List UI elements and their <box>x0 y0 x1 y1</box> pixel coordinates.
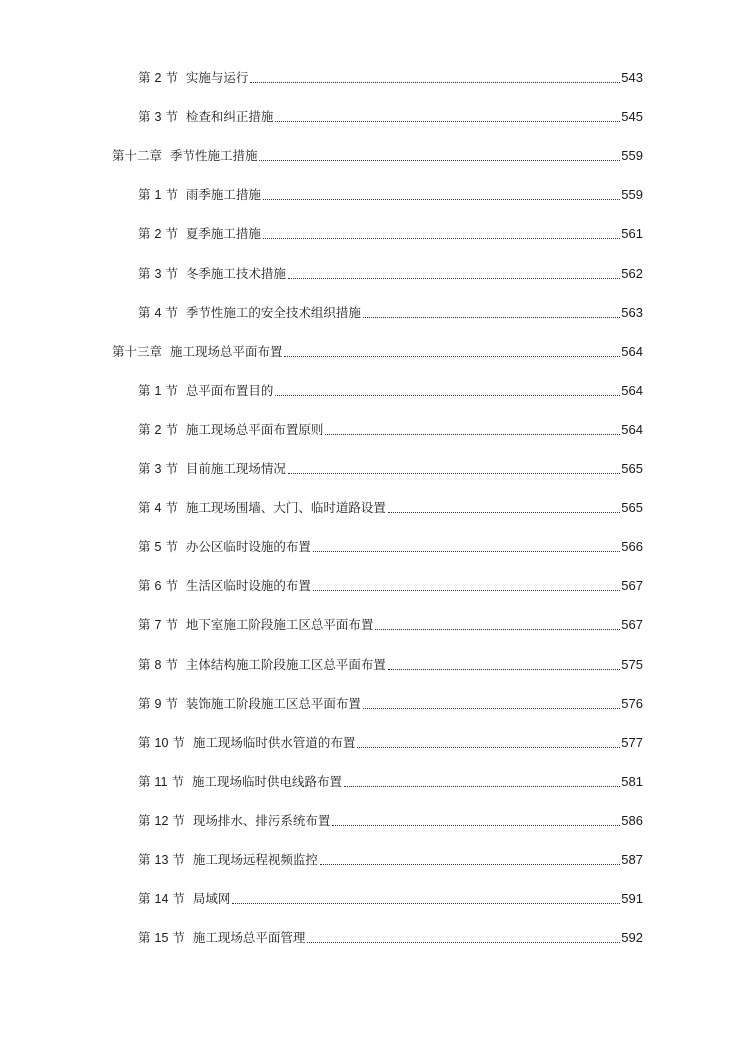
section-number: 4 <box>154 501 162 516</box>
section-suffix: 节 <box>165 187 178 203</box>
toc-section-entry[interactable] <box>138 224 643 244</box>
page-number: 559 <box>621 148 643 164</box>
section-number: 11 <box>154 774 168 789</box>
section-prefix: 第 <box>138 187 151 203</box>
section-prefix: 第 <box>138 304 151 320</box>
section-suffix: 节 <box>165 304 178 320</box>
section-prefix: 第 <box>138 656 151 672</box>
section-suffix: 节 <box>172 930 185 946</box>
dot-leader <box>344 786 620 787</box>
section-number: 7 <box>154 618 162 633</box>
section-number: 2 <box>154 71 162 85</box>
section-suffix: 节 <box>165 382 178 398</box>
toc-section-entry[interactable] <box>138 498 643 518</box>
chapter-label: 第十二章 <box>112 148 163 164</box>
dot-leader <box>320 864 620 865</box>
toc-section-entry[interactable] <box>138 615 643 635</box>
section-number: 14 <box>154 892 169 907</box>
entry-title-text: 施工现场围墙、大门、临时道路设置 <box>185 500 386 516</box>
toc-section-entry[interactable] <box>138 576 643 596</box>
entry-title-text: 雨季施工措施 <box>185 187 261 203</box>
page-number: 565 <box>621 500 643 516</box>
dot-leader <box>388 512 620 513</box>
section-suffix: 节 <box>165 461 178 476</box>
toc-section-entry[interactable] <box>138 185 643 205</box>
page-number: 561 <box>621 226 643 242</box>
entry-title-text: 局域网 <box>192 891 231 907</box>
entry-title-text: 施工现场远程视频监控 <box>192 852 318 867</box>
section-prefix: 第 <box>138 382 151 398</box>
section-prefix: 第 <box>138 930 151 946</box>
entry-title-text: 总平面布置目的 <box>185 382 274 398</box>
section-suffix: 节 <box>165 500 178 516</box>
toc-entry-title <box>138 811 330 831</box>
section-prefix: 第 <box>138 421 151 437</box>
section-prefix: 第 <box>138 773 151 789</box>
toc-entry-title <box>138 224 261 244</box>
section-number: 6 <box>154 579 162 594</box>
section-number: 8 <box>154 657 162 672</box>
entry-title-text: 施工现场总平面管理 <box>192 930 306 946</box>
entry-title-text: 季节性施工的安全技术组织措施 <box>185 304 361 320</box>
toc-entry-title <box>138 420 323 440</box>
dot-leader <box>388 669 620 670</box>
section-suffix: 节 <box>165 226 178 242</box>
toc-entry-title <box>138 498 386 518</box>
toc-section-entry[interactable] <box>138 772 643 792</box>
dot-leader <box>263 238 620 239</box>
toc-entry-title <box>138 733 355 753</box>
toc-entry-title <box>112 146 257 166</box>
dot-leader <box>275 395 620 396</box>
entry-title-text: 现场排水、排污系统布置 <box>192 812 331 828</box>
page-number: 564 <box>621 421 643 437</box>
page-number: 575 <box>621 656 643 672</box>
toc-section-entry[interactable] <box>138 537 643 557</box>
section-prefix: 第 <box>138 695 151 711</box>
toc-section-entry[interactable] <box>138 107 643 127</box>
toc-section-entry[interactable] <box>138 459 643 479</box>
section-prefix: 第 <box>138 226 151 242</box>
toc-entry-title <box>138 694 361 714</box>
toc-section-entry[interactable] <box>138 733 643 753</box>
toc-chapter-entry[interactable] <box>112 146 643 166</box>
section-prefix: 第 <box>138 852 151 867</box>
page-number: 562 <box>621 265 643 281</box>
page-number: 586 <box>621 812 643 828</box>
entry-title-text: 季节性施工措施 <box>169 148 258 164</box>
entry-title-text: 目前施工现场情况 <box>185 461 286 476</box>
toc-section-entry[interactable] <box>138 928 643 948</box>
section-number: 3 <box>154 110 162 125</box>
dot-leader <box>313 551 620 552</box>
section-number: 13 <box>154 853 169 867</box>
page-number: 563 <box>621 304 643 320</box>
dot-leader <box>259 160 620 161</box>
page-number: 564 <box>621 343 643 359</box>
toc-section-entry[interactable] <box>138 889 643 909</box>
dot-leader <box>332 825 620 826</box>
dot-leader <box>363 708 620 709</box>
section-suffix: 节 <box>165 70 178 85</box>
page-number: 564 <box>621 382 643 398</box>
section-prefix: 第 <box>138 539 151 555</box>
toc-section-entry[interactable] <box>138 264 643 284</box>
section-number: 10 <box>154 735 169 750</box>
section-suffix: 节 <box>165 109 178 125</box>
section-number: 9 <box>154 696 162 711</box>
toc-entry-title <box>138 655 386 675</box>
page-number: 577 <box>621 734 643 750</box>
toc-entry-title <box>138 772 342 792</box>
dot-leader <box>325 434 620 435</box>
section-suffix: 节 <box>165 539 178 555</box>
page-number: 543 <box>621 70 643 85</box>
page-number: 592 <box>621 930 643 946</box>
dot-leader <box>313 590 620 591</box>
section-number: 3 <box>154 462 162 476</box>
section-number: 15 <box>154 931 169 946</box>
toc-section-entry[interactable] <box>138 303 643 323</box>
entry-title-text: 地下室施工阶段施工区总平面布置 <box>185 617 374 633</box>
dot-leader <box>275 121 620 122</box>
dot-leader <box>263 199 620 200</box>
toc-entry-title <box>138 615 373 635</box>
entry-title-text: 夏季施工措施 <box>185 226 261 242</box>
toc-entry-title <box>138 381 273 401</box>
page-number: 559 <box>621 187 643 203</box>
section-prefix: 第 <box>138 812 151 828</box>
toc-section-entry[interactable] <box>138 381 643 401</box>
entry-title-text: 装饰施工阶段施工区总平面布置 <box>185 695 361 711</box>
page-number: 567 <box>621 578 643 594</box>
dot-leader <box>232 903 620 904</box>
toc-entry-title <box>138 264 286 284</box>
entry-title-text: 生活区临时设施的布置 <box>185 578 311 594</box>
section-suffix: 节 <box>165 265 178 281</box>
toc-entry-title <box>138 537 311 557</box>
section-suffix: 节 <box>165 421 178 437</box>
toc-entry-title <box>138 576 311 596</box>
dot-leader <box>284 356 620 357</box>
section-suffix: 节 <box>165 656 178 672</box>
toc-entry-title <box>138 185 261 205</box>
section-number: 12 <box>154 813 169 828</box>
section-suffix: 节 <box>171 773 184 789</box>
section-prefix: 第 <box>138 500 151 516</box>
toc-section-entry[interactable] <box>138 68 643 88</box>
toc-entry-title <box>138 850 318 870</box>
toc-chapter-entry[interactable] <box>112 342 643 362</box>
section-suffix: 节 <box>172 812 185 828</box>
page-number: 591 <box>621 891 643 907</box>
section-prefix: 第 <box>138 578 151 594</box>
page-number: 565 <box>621 461 643 476</box>
toc-section-entry[interactable] <box>138 694 643 714</box>
entry-title-text: 施工现场临时供电线路布置 <box>191 773 342 789</box>
section-suffix: 节 <box>172 891 185 907</box>
chapter-label: 第十三章 <box>112 343 163 359</box>
entry-title-text: 实施与运行 <box>185 70 249 85</box>
section-suffix: 节 <box>165 578 178 594</box>
section-prefix: 第 <box>138 265 151 281</box>
section-number: 2 <box>154 422 162 437</box>
page-number: 566 <box>621 539 643 555</box>
section-number: 4 <box>154 305 162 320</box>
toc-entry-title <box>138 303 361 323</box>
toc-entry-title <box>138 889 230 909</box>
entry-title-text: 施工现场总平面布置原则 <box>185 421 324 437</box>
dot-leader <box>357 747 620 748</box>
entry-title-text: 施工现场临时供水管道的布置 <box>192 734 356 750</box>
entry-title-text: 主体结构施工阶段施工区总平面布置 <box>185 656 386 672</box>
section-prefix: 第 <box>138 617 151 633</box>
section-suffix: 节 <box>172 734 185 750</box>
dot-leader <box>288 473 620 474</box>
entry-title-text: 检查和纠正措施 <box>185 109 274 125</box>
toc-section-entry[interactable] <box>138 420 643 440</box>
entry-title-text: 施工现场总平面布置 <box>169 343 283 359</box>
section-number: 1 <box>154 188 162 203</box>
toc-section-entry[interactable] <box>138 811 643 831</box>
page-number: 576 <box>621 695 643 711</box>
toc-entry-title <box>138 459 286 479</box>
section-number: 5 <box>154 540 162 555</box>
section-prefix: 第 <box>138 109 151 125</box>
toc-entry-title <box>138 928 305 948</box>
dot-leader <box>250 82 620 83</box>
dot-leader <box>375 629 620 630</box>
section-prefix: 第 <box>138 70 151 85</box>
section-number: 2 <box>154 227 162 242</box>
section-prefix: 第 <box>138 734 151 750</box>
toc-section-entry[interactable] <box>138 850 643 870</box>
dot-leader <box>363 317 620 318</box>
dot-leader <box>307 942 620 943</box>
section-suffix: 节 <box>172 852 185 867</box>
page-number: 581 <box>621 773 643 789</box>
page-number: 587 <box>621 852 643 867</box>
toc-section-entry[interactable] <box>138 655 643 675</box>
entry-title-text: 冬季施工技术措施 <box>185 265 286 281</box>
entry-title-text: 办公区临时设施的布置 <box>185 539 311 555</box>
toc-entry-title <box>112 342 282 362</box>
section-prefix: 第 <box>138 891 151 907</box>
section-number: 3 <box>154 266 162 281</box>
dot-leader <box>288 278 620 279</box>
section-prefix: 第 <box>138 461 151 476</box>
section-number: 1 <box>154 383 162 398</box>
toc-entry-title <box>138 107 273 127</box>
section-suffix: 节 <box>165 617 178 633</box>
page-number: 567 <box>621 617 643 633</box>
section-suffix: 节 <box>165 695 178 711</box>
page-number: 545 <box>621 109 643 125</box>
toc-entry-title <box>138 68 248 88</box>
